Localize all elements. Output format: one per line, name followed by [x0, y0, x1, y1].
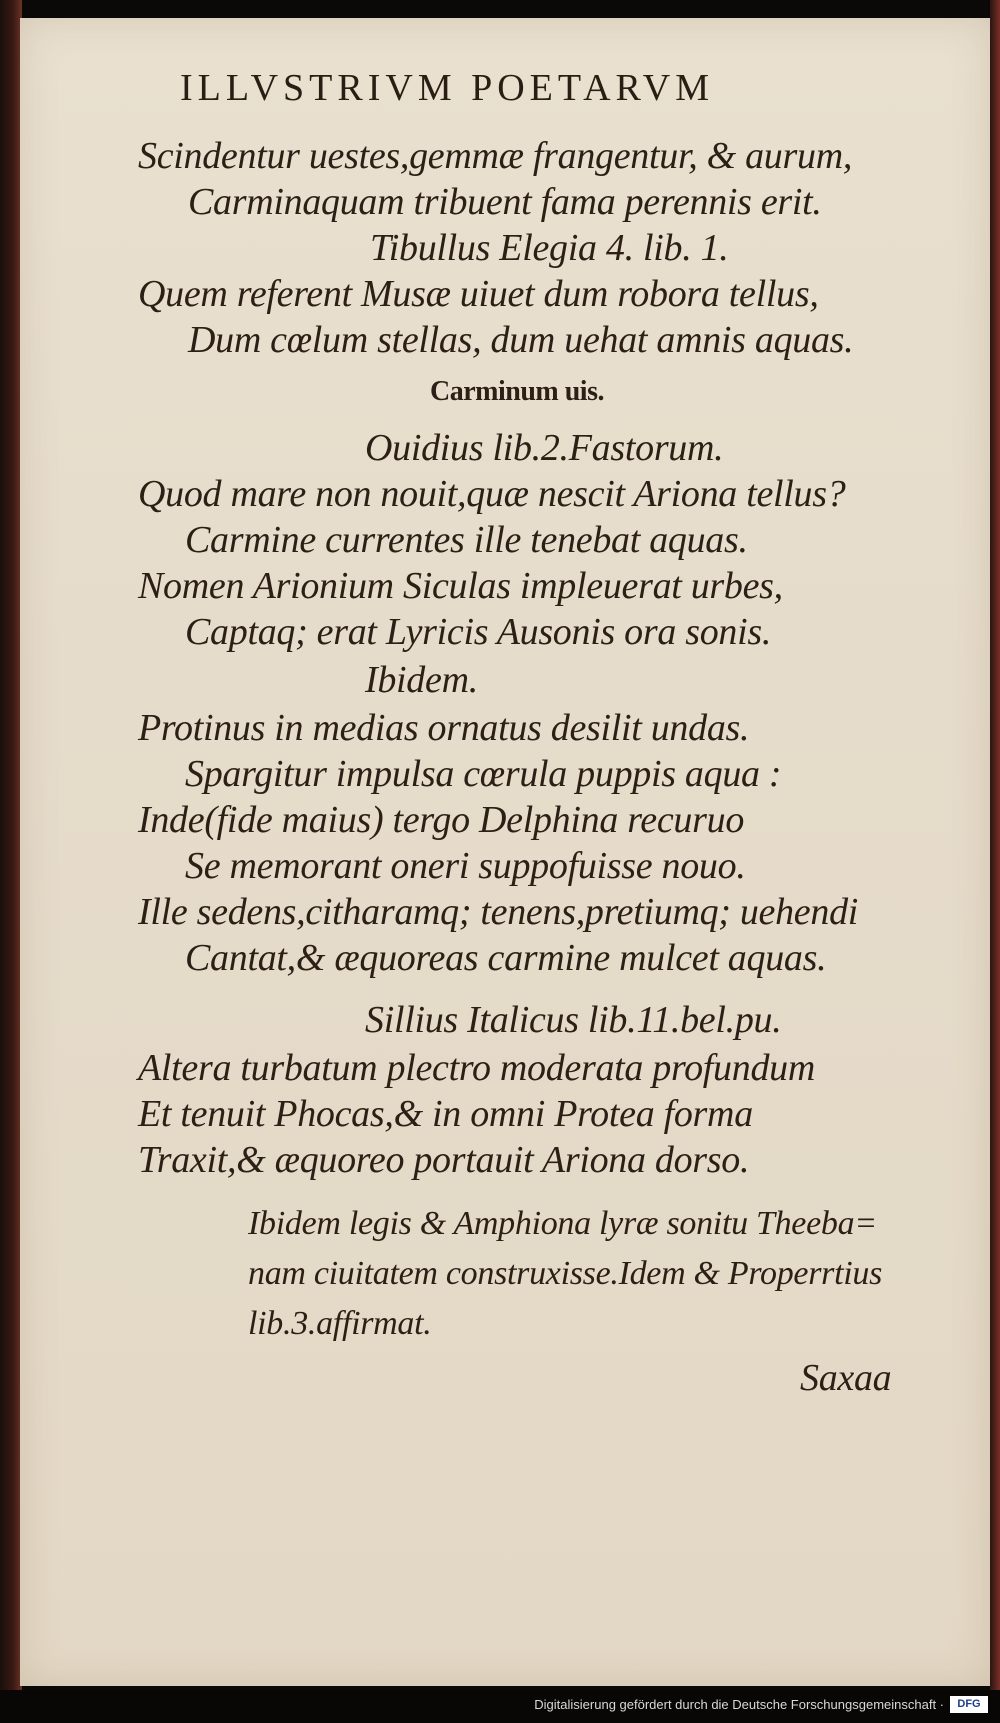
- verse-line: Quem referent Musæ uiuet dum robora tellus,: [138, 273, 819, 315]
- catchword: Saxaa: [800, 1357, 892, 1399]
- verse-line: Protinus in medias ornatus desilit undas.: [138, 707, 750, 749]
- verse-line: Altera turbatum plectro moderata profundum: [138, 1047, 815, 1089]
- verse-line: Nomen Arionium Siculas impleuerat urbes,: [138, 565, 783, 607]
- source-heading: Ibidem.: [365, 659, 478, 701]
- verse-line: Spargitur impulsa cœrula puppis aqua :: [185, 753, 782, 795]
- verse-line: Et tenuit Phocas,& in omni Protea forma: [138, 1093, 753, 1135]
- verse-line: Traxit,& æquoreo portauit Ariona dorso.: [138, 1139, 750, 1181]
- verse-line: Inde(fide maius) tergo Delphina recuruo: [138, 799, 745, 841]
- book-edge-left: [0, 0, 22, 1723]
- verse-line: Dum cœlum stellas, dum uehat amnis aquas.: [188, 319, 854, 361]
- source-heading: Sillius Italicus lib.11.bel.pu.: [365, 999, 782, 1041]
- verse-line: Ille sedens,citharamq; tenens,pretiumq; uehendi: [138, 891, 859, 933]
- verse-line: Carmine currentes ille tenebat aquas.: [185, 519, 748, 561]
- dfg-logo: DFG: [950, 1696, 988, 1713]
- verse-line: Carminaquam tribuent fama perennis erit.: [188, 181, 822, 223]
- marginal-note: Ibidem legis & Amphiona lyræ sonitu Theeba=: [248, 1205, 877, 1242]
- verse-line: Quod mare non nouit,quæ nescit Ariona tellus?: [138, 473, 846, 515]
- funding-note: Digitalisierung gefördert durch die Deutsche Forschungsgemeinschaft ·: [534, 1697, 944, 1712]
- running-head: ILLVSTRIVM POETARVM: [180, 67, 715, 109]
- book-edge-right: [990, 0, 1000, 1723]
- footer-bar: [0, 1690, 1000, 1723]
- source-heading: Tibullus Elegia 4. lib. 1.: [370, 227, 729, 269]
- verse-line: Captaq; erat Lyricis Ausonis ora sonis.: [185, 611, 772, 653]
- verse-line: Se memorant oneri suppofuisse nouo.: [185, 845, 746, 887]
- verse-line: Cantat,& æquoreas carmine mulcet aquas.: [185, 937, 827, 979]
- source-heading: Ouidius lib.2.Fastorum.: [365, 427, 724, 469]
- marginal-note: nam ciuitatem construxisse.Idem & Properrtius: [248, 1255, 882, 1292]
- verse-line: Scindentur uestes,gemmæ frangentur, & aurum,: [138, 135, 853, 177]
- section-title: Carminum uis.: [430, 376, 604, 407]
- marginal-note: lib.3.affirmat.: [248, 1305, 432, 1342]
- book-page: [20, 18, 990, 1686]
